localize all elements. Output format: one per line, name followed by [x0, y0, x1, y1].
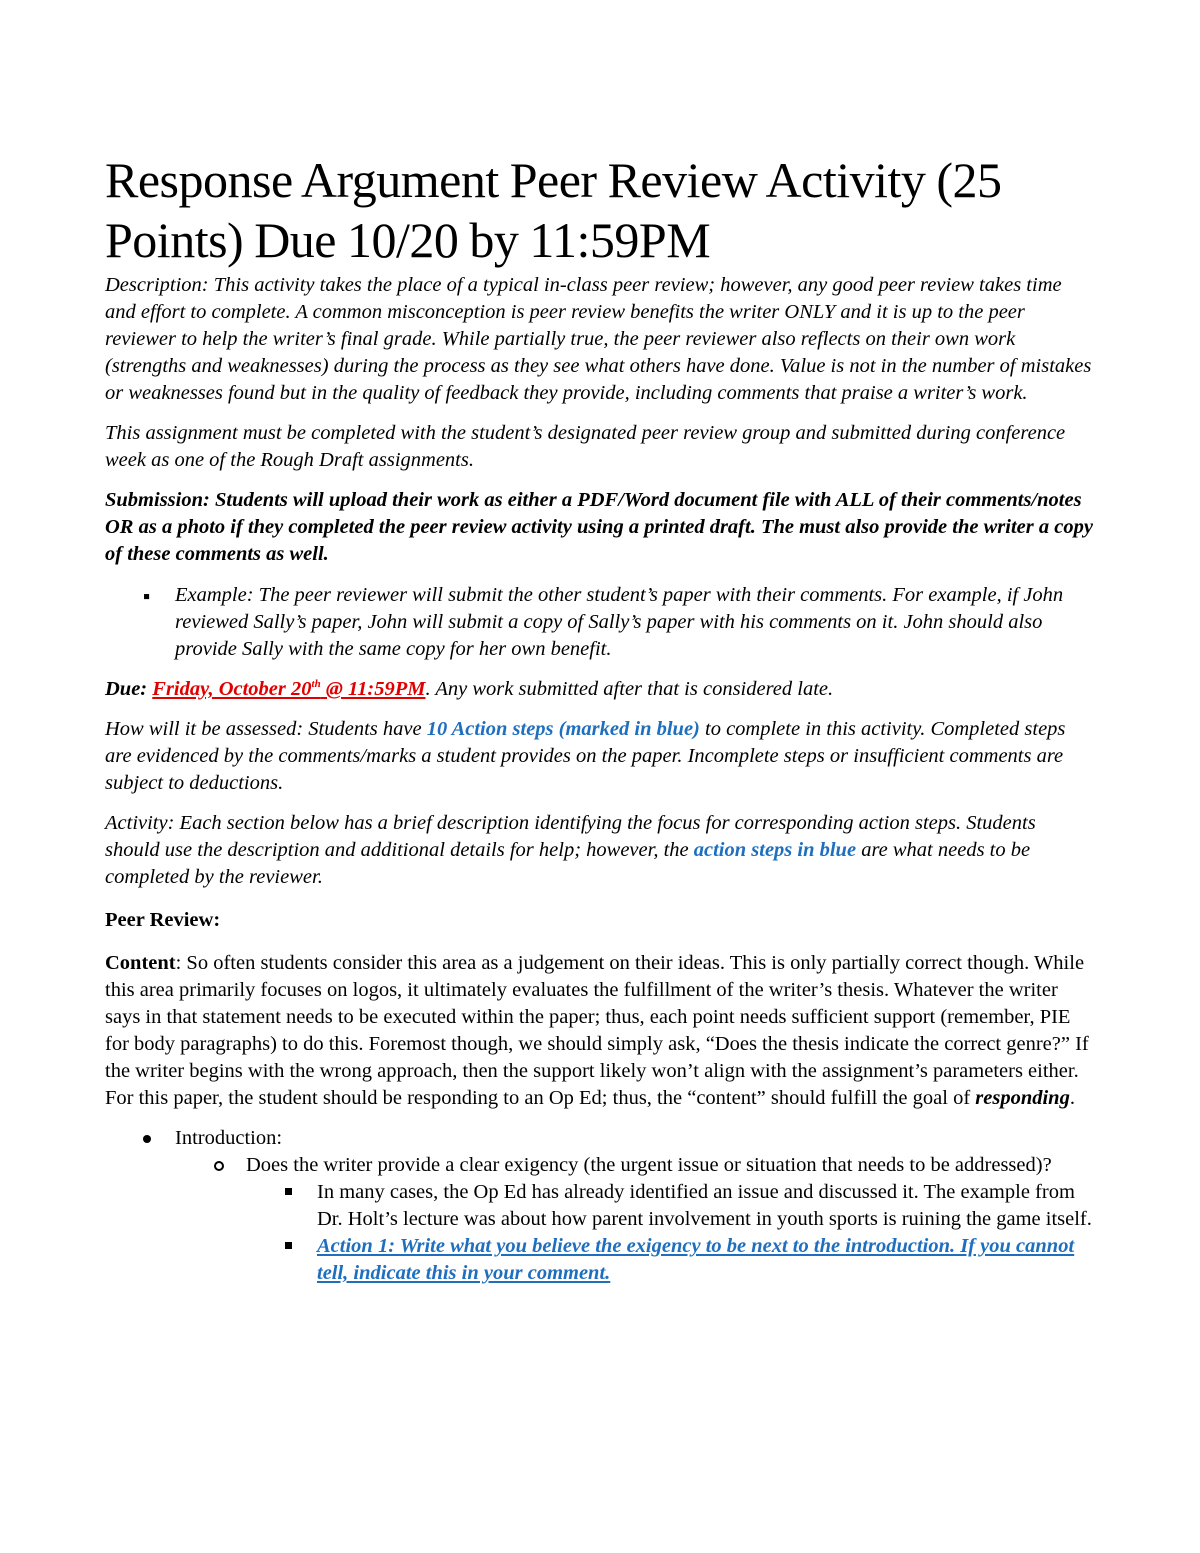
bullet-square-icon [285, 1242, 292, 1249]
due-date-suffix: th [311, 678, 321, 691]
bullet-dot-icon [143, 1135, 151, 1143]
bullet-icon: ▪ [143, 586, 151, 608]
op-ed-note: In many cases, the Op Ed has already identified an issue and discussed it. The example from Dr. Holt’s lecture was about how parent involvement in youth sports is ruining the game itself. [317, 1181, 1092, 1230]
submission-paragraph: Submission: Students will upload their work as either a PDF/Word document file with ALL of their comments/notes OR as a photo if they completed the peer review activity using a printed draft. The must also provide the writer a copy of these comments as well. [105, 489, 1093, 565]
peer-review-heading: Peer Review: [105, 909, 221, 931]
due-date-main: Friday, October 20 [152, 678, 312, 700]
activity-highlight: action steps in blue [693, 839, 857, 861]
outline-item-op-ed-note [105, 1179, 1095, 1233]
content-paragraph [105, 950, 1095, 1112]
assessment-highlight: 10 Action steps (marked in blue) [426, 718, 700, 740]
activity-paragraph [105, 810, 1095, 891]
action-1-text: Action 1: Write what you believe the exigency to be next to the introduction. If you cannot tell, indicate this in your comment. [317, 1235, 1075, 1284]
assessment-paragraph [105, 716, 1095, 797]
due-date [152, 678, 425, 700]
bullet-ring-icon [214, 1161, 224, 1171]
content-text: : So often students consider this area as a judgement on their ideas. This is only partially correct though. While this area primarily focuses on logos, it ultimately evaluates the fulfillment of the writer’s thesis. Whatever the writer says in that statement needs to be executed within the paper; thus, each point needs sufficient support (remember, PIE for body paragraphs) to do this. Foremost though, we should simply ask, “Does the thesis indicate the correct genre?” If the writer begins with the wrong approach, then the support likely won’t align with the assignment’s parameters either. For this paper, the student should be responding to an Op Ed; thus, the “content” should fulfill the goal of [105, 952, 1089, 1109]
exigency-question: Does the writer provide a clear exigency (the urgent issue or situation that needs to be addressed)? [246, 1154, 1052, 1176]
activity-pre: Activity: Each section below has a brief description identifying the focus for corresponding action steps. Students should use the description and additional details for help; however, the [105, 812, 1036, 861]
outline-item-exigency [105, 1152, 1095, 1179]
outline-item-action-1 [105, 1233, 1095, 1287]
outline-item-introduction [105, 1125, 1095, 1152]
bullet-square-icon [285, 1188, 292, 1195]
assessment-pre: How will it be assessed: Students have [105, 718, 427, 740]
content-end: . [1069, 1087, 1075, 1109]
due-paragraph [105, 676, 1095, 703]
due-date-time: @ 11:59PM [320, 678, 426, 700]
due-rest: . Any work submitted after that is considered late. [425, 678, 834, 700]
due-label: Due: [105, 678, 153, 700]
title-line-2: Points) Due 10/20 by 11:59PM [105, 212, 711, 268]
example-list [105, 582, 1095, 663]
document-body [105, 0, 1095, 1287]
example-item [105, 582, 1095, 663]
content-emphasis: responding [975, 1087, 1070, 1109]
assignment-note-paragraph: This assignment must be completed with the student’s designated peer review group and submitted during conference week as one of the Rough Draft assignments. [105, 422, 1066, 471]
document-title [105, 150, 1095, 270]
assessment-post: to complete in this activity. Completed steps are evidenced by the comments/marks a student provides on the paper. Incomplete steps or insufficient comments are subject to deductions. [105, 718, 1066, 794]
introduction-label: Introduction: [175, 1127, 283, 1149]
outline-list [105, 1125, 1095, 1287]
example-text: Example: The peer reviewer will submit the other student’s paper with their comments. For example, if John reviewed Sally’s paper, John will submit a copy of Sally’s paper with his comments on it. John should also provide Sally with the same copy for her own benefit. [175, 584, 1064, 660]
title-line-1: Response Argument Peer Review Activity (25 [105, 152, 1002, 208]
activity-post: are what needs to be completed by the reviewer. [105, 839, 1031, 888]
content-label: Content [105, 952, 176, 974]
description-paragraph: Description: This activity takes the place of a typical in-class peer review; however, any good peer review takes time and effort to complete. A common misconception is peer review benefits the writer ONLY and it is up to the peer reviewer to help the writer’s final grade. While partially true, the peer reviewer also reflects on their own work (strengths and weaknesses) during the process as they see what others have done. Value is not in the number of mistakes or weaknesses found but in the quality of feedback they provide, including comments that praise a writer’s work. [105, 274, 1092, 404]
